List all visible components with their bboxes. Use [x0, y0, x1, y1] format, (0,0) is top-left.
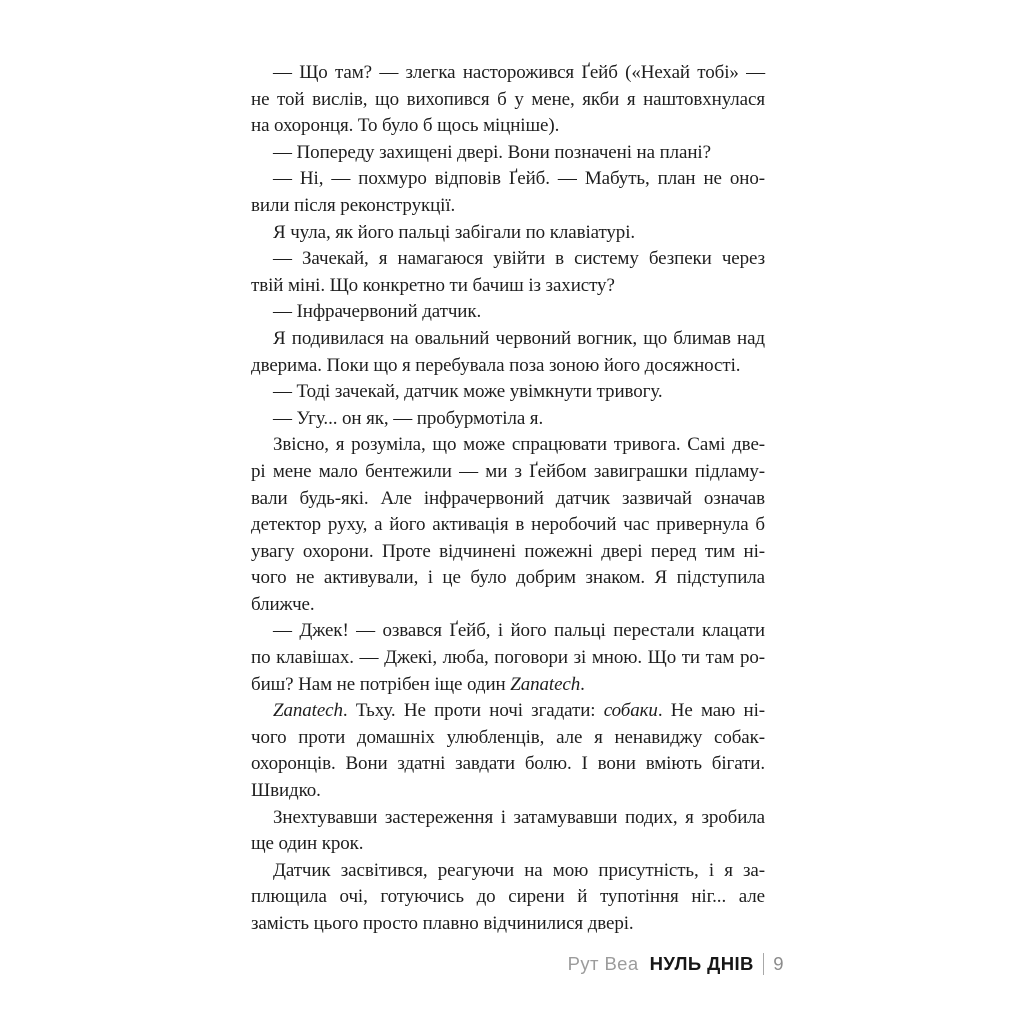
- text-line: — Ні, — похмуро відповів Ґейб. — Мабуть, план не оно-: [273, 168, 765, 190]
- text-line: вали будь-які. Але інфрачервоний датчик зазвичай означав: [251, 487, 765, 509]
- text-line: детектор руху, а його активація в неробочий час привернула б: [251, 514, 765, 536]
- footer-page-number: 9: [773, 953, 784, 974]
- text-line: рі мене мало бентежили — ми з Ґейбом завиграшки підламу-: [251, 460, 765, 482]
- text-line: — Тоді зачекай, датчик може увімкнути тривогу.: [273, 381, 663, 403]
- text-line: Я чула, як його пальці забігали по клавіатурі.: [273, 221, 636, 243]
- text-line: вили після реконструкції.: [251, 194, 456, 216]
- text-line: ближче.: [251, 593, 315, 615]
- text-line: Знехтувавши застереження і затамувавши подих, я зробила: [273, 806, 765, 828]
- text-line: не той вислів, що вихопився б у мене, якби я наштовхнулася: [251, 88, 765, 110]
- text-line: охоронців. Вони здатні завдати болю. І вони вміють бігати.: [251, 753, 765, 775]
- text-line: — Джек! — озвався Ґейб, і його пальці перестали клацати: [273, 620, 765, 642]
- text-line: замість цього просто плавно відчинилися двері.: [251, 913, 634, 934]
- text-line: Zanatech. Тьху. Не проти ночі згадати: собаки. Не маю ні-: [273, 700, 765, 722]
- text-line: на охоронця. То було б щось міцніше).: [251, 115, 560, 137]
- body-text: [251, 60, 765, 938]
- text-line: по клавішах. — Джекі, люба, поговори зі мною. Що ти там ро-: [251, 647, 765, 669]
- text-line: чого не активували, і це було добрим знаком. Я підступила: [251, 567, 765, 589]
- footer-divider: [763, 953, 765, 975]
- text-line: чого проти домашніх улюбленців, але я ненавиджу собак-: [251, 726, 765, 748]
- text-line: Я подивилася на овальний червоний вогник, що блимав над: [273, 327, 765, 349]
- text-line: — Попереду захищені двері. Вони позначені на плані?: [273, 141, 711, 163]
- text-line: биш? Нам не потрібен іще один Zanatech.: [251, 673, 585, 695]
- text-line: твій міні. Що конкретно ти бачиш із захисту?: [251, 274, 615, 296]
- page-footer: [568, 951, 784, 977]
- text-line: — Угу... он як, — пробурмотіла я.: [273, 407, 544, 429]
- text-line: плющила очі, готуючись до сирени й тупотіння ніг... але: [251, 886, 765, 908]
- text-line: — Інфрачервоний датчик.: [273, 301, 482, 323]
- text-line: — Що там? — злегка насторожився Ґейб («Нехай тобі» —: [273, 62, 765, 83]
- footer-author: Рут Веа: [567, 953, 639, 974]
- text-line: ще один крок.: [251, 833, 364, 855]
- text-line: — Зачекай, я намагаюся увійти в систему безпеки через: [273, 248, 765, 270]
- footer-book-title: НУЛЬ ДНІВ: [649, 953, 754, 974]
- text-line: увагу охорони. Проте відчинені пожежні двері перед тим ні-: [251, 540, 765, 562]
- text-line: Звісно, я розуміла, що може спрацювати тривога. Самі две-: [273, 434, 765, 456]
- text-line: Швидко.: [251, 780, 321, 802]
- text-line: дверима. Поки що я перебувала поза зоною його досяжності.: [251, 354, 741, 376]
- text-line: Датчик засвітився, реагуючи на мою присутність, і я за-: [273, 859, 765, 881]
